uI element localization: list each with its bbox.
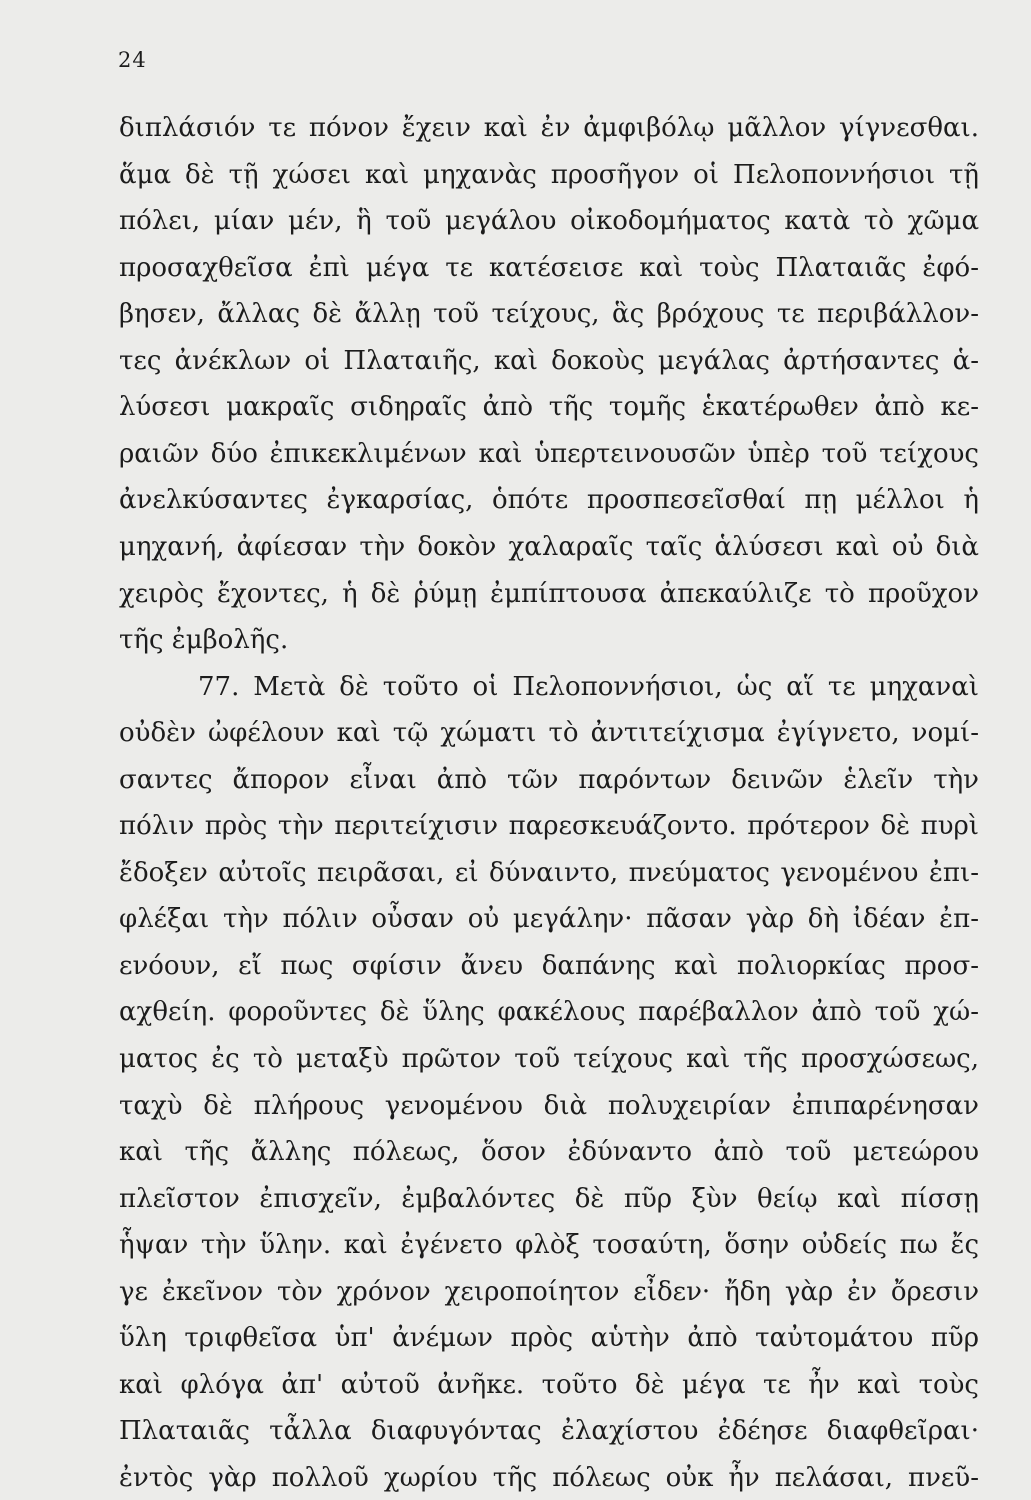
text-line: Πλαταιᾶς τἆλλα διαφυγόντας ἐλαχίστου ἐδέησε διαφθεῖραι· [119, 1416, 979, 1446]
text-line: προσαχθεῖσα ἐπὶ μέγα τε κατέσεισε καὶ τοὺς Πλαταιᾶς ἐφό- [119, 253, 979, 283]
text-line: διπλάσιόν τε πόνον ἔχειν καὶ ἐν ἀμφιβόλῳ μᾶλλον γίγνεσθαι. [119, 113, 979, 143]
text-line: ταχὺ δὲ πλήρους γενομένου διὰ πολυχειρίαν ἐπιπαρένησαν [119, 1091, 979, 1121]
text-line: πόλει, μίαν μέν, ἣ τοῦ μεγάλου οἰκοδομήματος κατὰ τὸ χῶμα [119, 206, 979, 236]
page-number: 24 [118, 48, 147, 72]
text-line: μηχανή, ἀφίεσαν τὴν δοκὸν χαλαραῖς ταῖς ἁλύσεσι καὶ οὐ διὰ [119, 532, 979, 562]
text-line: οὐδὲν ὠφέλουν καὶ τῷ χώματι τὸ ἀντιτείχισμα ἐγίγνετο, νομί- [119, 718, 979, 748]
text-line: σαντες ἄπορον εἶναι ἀπὸ τῶν παρόντων δεινῶν ἑλεῖν τὴν [119, 765, 979, 795]
text-line: τῆς ἐμβολῆς. [119, 625, 289, 655]
text-line: ἧψαν τὴν ὕλην. καὶ ἐγένετο φλὸξ τοσαύτη, ὅσην οὐδείς πω ἔς [119, 1230, 979, 1260]
text-line: λύσεσι μακραῖς σιδηραῖς ἀπὸ τῆς τομῆς ἑκατέρωθεν ἀπὸ κε- [119, 392, 979, 422]
text-line: φλέξαι τὴν πόλιν οὖσαν οὐ μεγάλην· πᾶσαν γὰρ δὴ ἰδέαν ἐπ- [119, 904, 979, 934]
text-line: πλεῖστον ἐπισχεῖν, ἐμβαλόντες δὲ πῦρ ξὺν θείῳ καὶ πίσσῃ [119, 1184, 979, 1214]
text-line: γε ἐκεῖνον τὸν χρόνον χειροποίητον εἶδεν· ἤδη γὰρ ἐν ὄρεσιν [119, 1277, 979, 1307]
text-line: ἅμα δὲ τῇ χώσει καὶ μηχανὰς προσῆγον οἱ Πελοποννήσιοι τῇ [119, 160, 979, 190]
text-line: χειρὸς ἔχοντες, ἡ δὲ ῥύμῃ ἐμπίπτουσα ἀπεκαύλιζε τὸ προῦχον [119, 579, 979, 609]
text-line: ραιῶν δύο ἐπικεκλιμένων καὶ ὑπερτεινουσῶν ὑπὲρ τοῦ τείχους [119, 439, 979, 469]
text-line: τες ἀνέκλων οἱ Πλαταιῆς, καὶ δοκοὺς μεγάλας ἀρτήσαντες ἁ- [119, 346, 979, 376]
section-first-line: 77. Μετὰ δὲ τοῦτο οἱ Πελοποννήσιοι, ὡς αἵ τε μηχαναὶ [198, 672, 979, 702]
text-line: ματος ἐς τὸ μεταξὺ πρῶτον τοῦ τείχους καὶ τῆς προσχώσεως, [119, 1044, 979, 1074]
text-line: ἀνελκύσαντες ἐγκαρσίας, ὁπότε προσπεσεῖσθαί πῃ μέλλοι ἡ [119, 485, 979, 515]
text-line: πόλιν πρὸς τὴν περιτείχισιν παρεσκευάζοντο. πρότερον δὲ πυρὶ [119, 811, 979, 841]
text-line: καὶ φλόγα ἀπ' αὐτοῦ ἀνῆκε. τοῦτο δὲ μέγα τε ἦν καὶ τοὺς [119, 1370, 979, 1400]
text-line: ὕλη τριφθεῖσα ὑπ' ἀνέμων πρὸς αὑτὴν ἀπὸ ταὐτομάτου πῦρ [119, 1323, 979, 1353]
text-line: ἐντὸς γὰρ πολλοῦ χωρίου τῆς πόλεως οὐκ ἦν πελάσαι, πνεῦ- [119, 1463, 979, 1493]
text-line: ἔδοξεν αὐτοῖς πειρᾶσαι, εἰ δύναιντο, πνεύματος γενομένου ἐπι- [119, 858, 979, 888]
text-line: αχθείη. φοροῦντες δὲ ὕλης φακέλους παρέβαλλον ἀπὸ τοῦ χώ- [119, 997, 979, 1027]
text-line: ενόουν, εἴ πως σφίσιν ἄνευ δαπάνης καὶ πολιορκίας προσ- [119, 951, 979, 981]
text-line: βησεν, ἄλλας δὲ ἄλλῃ τοῦ τείχους, ἃς βρόχους τε περιβάλλον- [119, 299, 979, 329]
text-line: καὶ τῆς ἄλλης πόλεως, ὅσον ἐδύναντο ἀπὸ τοῦ μετεώρου [119, 1137, 979, 1167]
